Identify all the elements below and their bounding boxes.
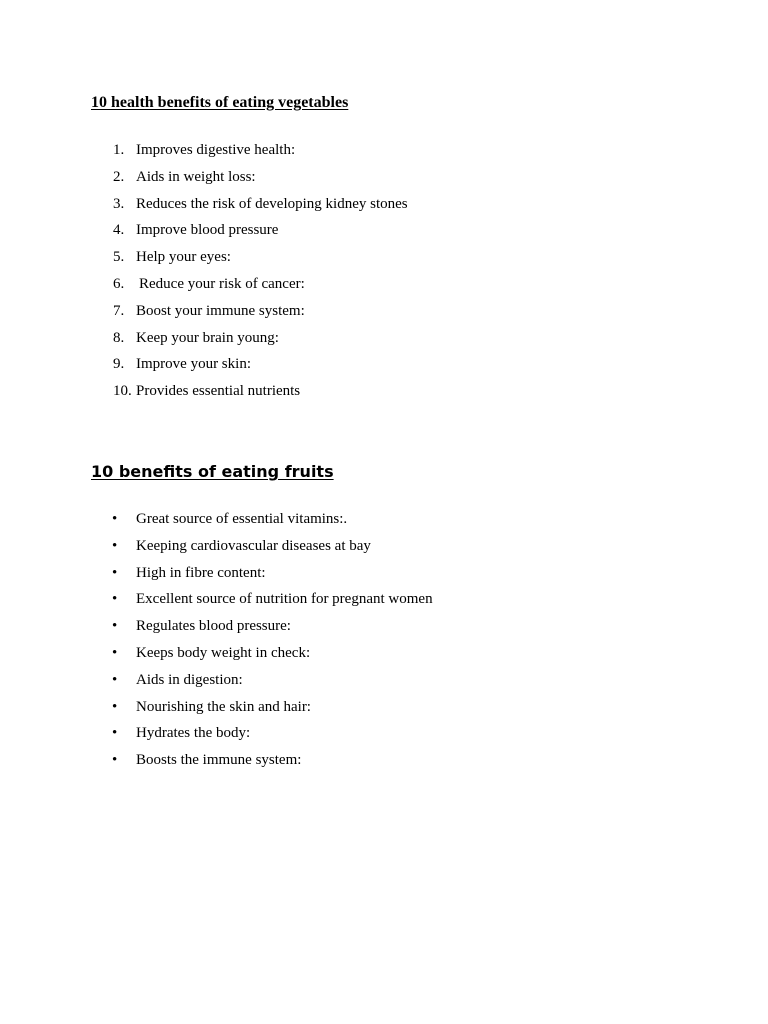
bullet-icon: • bbox=[112, 618, 118, 635]
fruits-heading: 10 benefits of eating fruits bbox=[91, 462, 334, 481]
list-item-text: Aids in digestion: bbox=[136, 671, 243, 688]
list-item-text: Improves digestive health: bbox=[136, 142, 296, 158]
bullet-icon: • bbox=[112, 725, 118, 742]
list-item-text: Excellent source of nutrition for pregnant women bbox=[136, 591, 433, 608]
list-item-text: Aids in weight loss: bbox=[136, 168, 256, 185]
list-item-text: Provides essential nutrients bbox=[136, 383, 301, 400]
bullet-icon: • bbox=[112, 537, 118, 554]
vegetables-heading: 10 health benefits of eating vegetables bbox=[91, 94, 349, 111]
list-number: 7. bbox=[113, 302, 125, 319]
list-item-text: Boosts the immune system: bbox=[136, 752, 302, 769]
bullet-icon: • bbox=[112, 671, 118, 688]
list-item-text: Improve blood pressure bbox=[136, 222, 279, 239]
list-item-text: Help your eyes: bbox=[136, 249, 231, 266]
list-number: 4. bbox=[113, 222, 125, 239]
list-number: 9. bbox=[113, 356, 125, 373]
list-item-text: Boost your immune system: bbox=[136, 302, 305, 319]
bullet-icon: • bbox=[112, 564, 118, 581]
bullet-icon: • bbox=[112, 644, 118, 661]
bullet-icon: • bbox=[112, 752, 118, 769]
bullet-icon: • bbox=[112, 511, 118, 527]
list-item-text: Keep your brain young: bbox=[136, 329, 279, 346]
list-number: 3. bbox=[113, 195, 125, 212]
list-number: 5. bbox=[113, 249, 125, 266]
bullet-icon: • bbox=[112, 698, 118, 715]
bullet-icon: • bbox=[112, 591, 118, 608]
list-number: 10. bbox=[113, 383, 132, 400]
list-item-text: Reduce your risk of cancer: bbox=[139, 275, 305, 292]
list-item-text: Reduces the risk of developing kidney stones bbox=[136, 195, 408, 212]
list-item-text: Nourishing the skin and hair: bbox=[136, 698, 311, 715]
list-item-text: Regulates blood pressure: bbox=[136, 618, 291, 635]
list-item-text: High in fibre content: bbox=[136, 564, 266, 581]
list-item-text: Keeps body weight in check: bbox=[136, 644, 311, 661]
list-item-text: Hydrates the body: bbox=[136, 725, 251, 742]
list-number: 2. bbox=[113, 168, 125, 185]
list-number: 6. bbox=[113, 275, 125, 292]
list-number: 8. bbox=[113, 329, 125, 346]
list-item-text: Keeping cardiovascular diseases at bay bbox=[136, 537, 371, 554]
list-number: 1. bbox=[113, 142, 125, 158]
list-item-text: Great source of essential vitamins:. bbox=[136, 511, 348, 527]
list-item-text: Improve your skin: bbox=[136, 356, 251, 373]
